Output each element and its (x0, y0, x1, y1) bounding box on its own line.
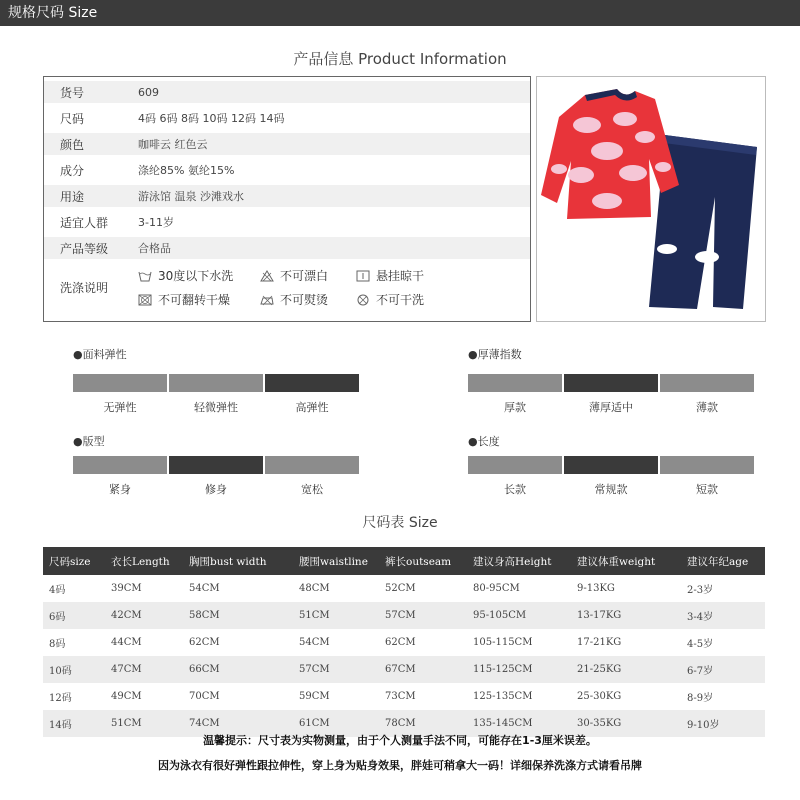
info-row (44, 81, 530, 103)
info-label: 用途 (60, 189, 85, 204)
table-cell: 74CM (183, 710, 293, 737)
column-header: 建议年纪age (681, 547, 765, 575)
table-cell: 57CM (379, 602, 467, 629)
product-photo (536, 76, 766, 322)
table-cell: 115-125CM (467, 656, 571, 683)
indicator-option: 无弹性 (103, 401, 137, 414)
info-row (44, 159, 530, 181)
table-row (43, 656, 765, 683)
care-text: 不可翻转干燥 (158, 293, 231, 307)
hang-dry-icon (356, 270, 370, 282)
table-cell: 125-135CM (473, 691, 533, 702)
indicator-segment-selected (169, 456, 263, 474)
indicator-option: 薄厚适中 (589, 401, 633, 414)
indicator-option: 长款 (504, 483, 526, 496)
indicator-bar-elasticity (73, 374, 361, 392)
care-text: 悬挂晾干 (376, 269, 425, 283)
table-cell: 10码 (43, 656, 105, 683)
info-label: 货号 (60, 85, 85, 100)
table-cell: 6码 (43, 602, 105, 629)
table-cell: 54CM (299, 637, 330, 648)
table-cell: 4-5岁 (687, 639, 714, 650)
column-header: 尺码size (43, 547, 105, 575)
table-cell: 8-9岁 (687, 693, 714, 704)
info-value: 游泳馆 温泉 沙滩戏水 (138, 190, 244, 203)
column-header: 胸围bust width (183, 547, 293, 575)
indicator-segment (468, 374, 562, 392)
table-cell: 21-25KG (571, 656, 681, 683)
info-value: 涤纶85% 氨纶15% (138, 164, 235, 177)
indicator-option: 短款 (696, 483, 718, 496)
product-info-table (43, 76, 531, 322)
care-text: 30度以下水洗 (158, 269, 234, 283)
table-cell: 13-17KG (571, 602, 681, 629)
column-header: 建议身高Height (467, 547, 571, 575)
table-cell: 95-105CM (467, 602, 571, 629)
table-cell: 44CM (111, 637, 142, 648)
indicator-segment-selected (265, 374, 359, 392)
info-label: 产品等级 (60, 241, 109, 256)
page-header: 规格尺码 Size (0, 0, 800, 26)
table-cell: 49CM (111, 691, 142, 702)
size-chart-table (43, 547, 765, 737)
fit-advice-note: 因为泳衣有很好弹性跟拉伸性，穿上身为贴身效果，胖娃可稍拿大一码！详细保养洗涤方式请看吊牌 (158, 759, 642, 772)
table-row (43, 575, 765, 602)
care-item (138, 267, 233, 284)
info-value: 3-11岁 (138, 216, 174, 229)
info-value: 合格品 (138, 242, 171, 255)
table-cell: 73CM (385, 691, 416, 702)
info-value: 咖啡云 红色云 (138, 138, 208, 151)
table-cell: 62CM (189, 637, 220, 648)
info-row (44, 211, 530, 233)
info-row (44, 107, 530, 129)
table-cell: 9-13KG (577, 583, 615, 594)
care-text: 不可干洗 (376, 293, 425, 307)
info-label: 适宜人群 (60, 215, 109, 230)
table-cell: 48CM (299, 583, 330, 594)
table-cell: 57CM (293, 656, 379, 683)
care-instructions (44, 259, 530, 321)
care-text: 不可漂白 (280, 269, 329, 283)
size-tip-note: 温馨提示：尺寸表为实物测量，由于个人测量手法不同，可能存在1-3厘米误差。 (203, 734, 597, 747)
table-cell: 25-30KG (577, 691, 622, 702)
table-cell: 3-4岁 (681, 602, 765, 629)
indicator-segment-selected (564, 374, 658, 392)
indicator-option: 宽松 (301, 483, 323, 496)
column-header: 衣长Length (105, 547, 183, 575)
indicator-bar-thickness (468, 374, 756, 392)
indicator-title-elasticity: ●面料弹性 (73, 348, 127, 361)
table-cell: 51CM (105, 710, 183, 737)
table-cell: 4码 (49, 585, 66, 596)
table-cell: 59CM (299, 691, 330, 702)
column-header: 建议体重weight (571, 547, 681, 575)
table-header-row (43, 547, 765, 575)
indicator-segment (169, 374, 263, 392)
product-info-title: 产品信息 Product Information (293, 50, 507, 68)
table-cell: 54CM (189, 583, 220, 594)
table-row (43, 602, 765, 629)
table-cell: 30-35KG (571, 710, 681, 737)
table-cell: 6-7岁 (681, 656, 765, 683)
indicator-title-length: ●长度 (468, 435, 500, 448)
table-cell: 2-3岁 (687, 585, 714, 596)
table-cell: 135-145CM (467, 710, 571, 737)
indicator-option: 常规款 (594, 483, 628, 496)
care-item (138, 291, 230, 308)
table-cell: 9-10岁 (681, 710, 765, 737)
indicator-title-fit: ●版型 (73, 435, 105, 448)
info-row (44, 185, 530, 207)
indicator-option: 轻微弹性 (194, 401, 238, 414)
size-chart-title: 尺码表 Size (362, 515, 438, 531)
indicator-segment (660, 374, 754, 392)
swimsuit-illustration (537, 77, 765, 321)
table-cell: 8码 (49, 639, 66, 650)
care-item (260, 267, 328, 284)
info-value: 4码 6码 8码 10码 12码 14码 (138, 112, 285, 125)
info-label: 尺码 (60, 111, 85, 126)
indicator-option: 紧身 (109, 483, 131, 496)
table-cell: 62CM (385, 637, 416, 648)
indicator-bar-fit (73, 456, 361, 474)
info-row (44, 237, 530, 259)
column-header: 腰围waistline (293, 547, 379, 575)
table-cell: 105-115CM (473, 637, 533, 648)
table-cell: 42CM (105, 602, 183, 629)
table-cell: 66CM (183, 656, 293, 683)
table-cell: 70CM (189, 691, 220, 702)
indicator-segment (265, 456, 359, 474)
care-item (356, 267, 424, 284)
care-item (356, 291, 424, 308)
indicator-option: 高弹性 (295, 401, 329, 414)
no-iron-icon (260, 294, 274, 306)
indicator-title-thickness: ●厚薄指数 (468, 348, 522, 361)
wash-30-icon (138, 270, 152, 282)
indicator-segment (660, 456, 754, 474)
table-cell: 58CM (183, 602, 293, 629)
info-label: 成分 (60, 163, 85, 178)
table-cell: 51CM (293, 602, 379, 629)
table-cell: 47CM (105, 656, 183, 683)
info-label: 颜色 (60, 137, 85, 152)
indicator-option: 厚款 (504, 401, 526, 414)
table-row (43, 683, 765, 710)
table-cell: 39CM (111, 583, 142, 594)
info-value: 609 (138, 85, 159, 99)
indicator-segment (73, 374, 167, 392)
indicator-segment (73, 456, 167, 474)
no-bleach-icon (260, 270, 274, 282)
indicator-bar-length (468, 456, 756, 474)
indicator-segment (468, 456, 562, 474)
no-dry-clean-icon (356, 294, 370, 306)
table-cell: 17-21KG (577, 637, 622, 648)
indicator-segment-selected (564, 456, 658, 474)
table-cell: 52CM (385, 583, 416, 594)
indicator-option: 修身 (205, 483, 227, 496)
info-row (44, 133, 530, 155)
care-text: 不可熨烫 (280, 293, 329, 307)
care-label: 洗涤说明 (60, 281, 109, 295)
column-header: 裤长outseam (379, 547, 467, 575)
table-cell: 80-95CM (473, 583, 520, 594)
table-cell: 61CM (293, 710, 379, 737)
no-tumble-dry-icon (138, 294, 152, 306)
table-cell: 78CM (379, 710, 467, 737)
indicator-option: 薄款 (696, 401, 718, 414)
table-cell: 12码 (49, 693, 72, 704)
table-row (43, 629, 765, 656)
table-cell: 67CM (379, 656, 467, 683)
care-item (260, 291, 328, 308)
table-cell: 14码 (43, 710, 105, 737)
